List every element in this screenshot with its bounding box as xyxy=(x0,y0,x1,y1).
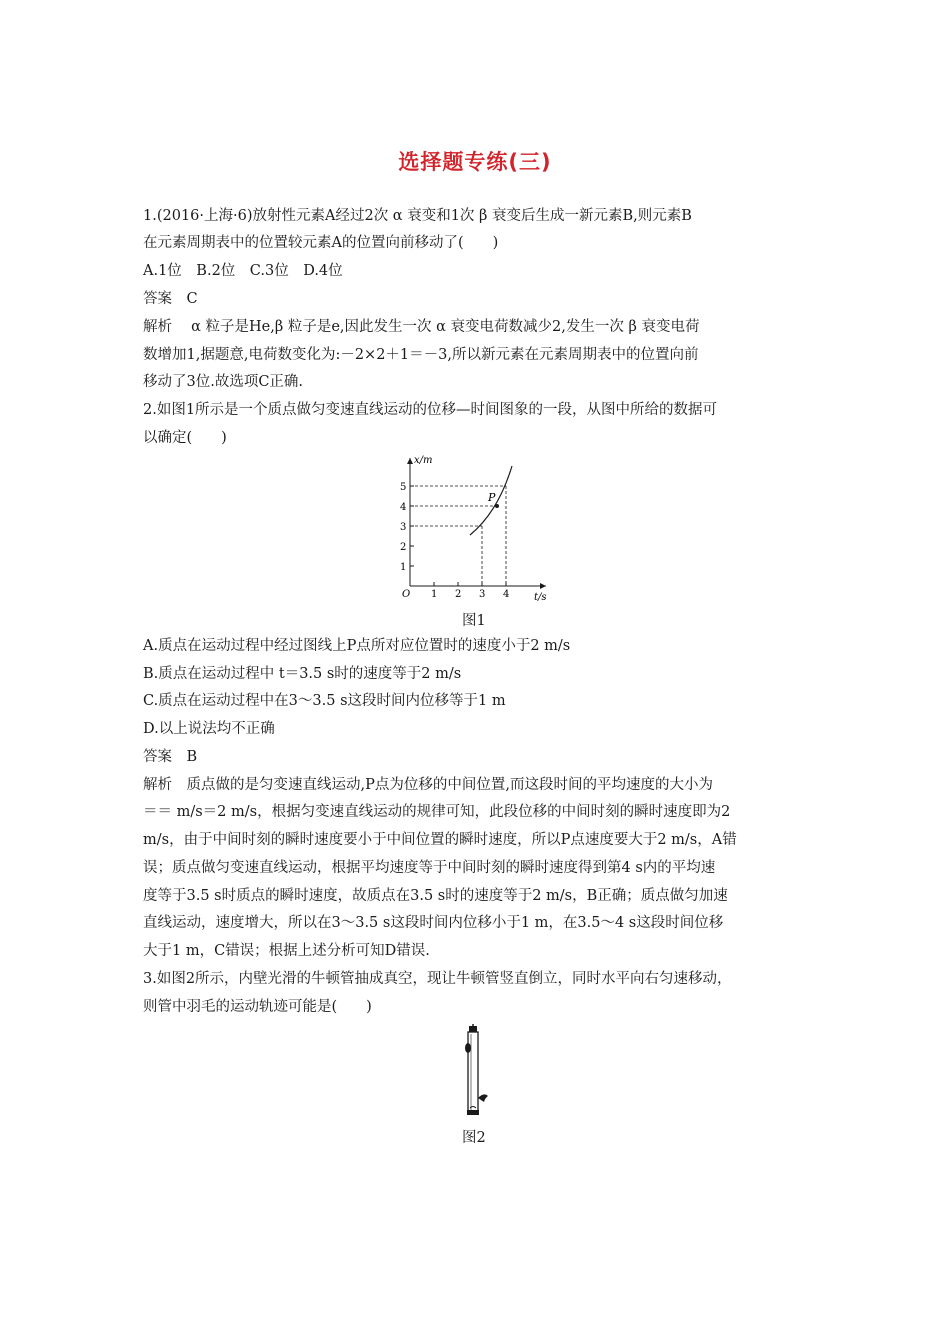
figure-2-newton-tube xyxy=(456,1024,496,1120)
q1-stem-line2: 在元素周期表中的位置较元素A的位置向前移动了( ) xyxy=(143,235,499,251)
q1-answer: 答案 C xyxy=(143,291,198,307)
y-tick-4: 4 xyxy=(400,502,407,513)
x-tick-3: 3 xyxy=(479,589,486,600)
point-p-dot xyxy=(495,504,499,508)
q2-analysis-line5: 度等于3.5 s时质点的瞬时速度，故质点在3.5 s时的速度等于2 m/s，B正确；质点做匀加速 xyxy=(143,888,728,904)
q2-option-c: C.质点在运动过程中在3～3.5 s这段时间内位移等于1 m xyxy=(143,693,506,709)
q1-analysis-line2: 数增加1,据题意,电荷数变化为:－2×2＋1＝－3,所以新元素在元素周期表中的位置向前 xyxy=(143,347,699,363)
feather-shape xyxy=(478,1094,488,1102)
x-tick-4: 4 xyxy=(503,589,510,600)
x-tick-1: 1 xyxy=(431,589,438,600)
q2-analysis-line3: m/s，由于中间时刻的瞬时速度要小于中间位置的瞬时速度，所以P点速度要大于2 m/s，A错 xyxy=(143,832,737,848)
y-tick-1: 1 xyxy=(400,562,407,573)
y-axis-label: x/m xyxy=(414,455,433,466)
y-tick-3: 3 xyxy=(400,522,407,533)
q2-analysis-line1: 解析 质点做的是匀变速直线运动,P点为位移的中间位置,而这段时间的平均速度的大小为 xyxy=(143,777,713,793)
q2-analysis-line4: 误；质点做匀变速直线运动，根据平均速度等于中间时刻的瞬时速度得到第4 s内的平均速 xyxy=(143,860,716,876)
y-tick-2: 2 xyxy=(400,542,407,553)
q2-analysis-line2: ＝＝ m/s＝2 m/s，根据匀变速直线运动的规律可知，此段位移的中间时刻的瞬时速度即为2 xyxy=(143,804,731,820)
q2-answer: 答案 B xyxy=(143,749,198,765)
tube-bottom-cap xyxy=(467,1110,479,1115)
figure-2-caption: 图2 xyxy=(462,1130,486,1146)
point-p-label: P xyxy=(488,491,496,504)
figure-1-xt-graph xyxy=(386,452,558,604)
figure-1-caption: 图1 xyxy=(462,613,486,629)
q1-analysis-line3: 移动了3位.故选项C正确. xyxy=(143,374,304,390)
q2-analysis-line6: 直线运动，速度增大，所以在3～3.5 s这段时间内位移小于1 m，在3.5～4 s这段时间位移 xyxy=(143,915,724,931)
q2-option-a: A.质点在运动过程中经过图线上P点所对应位置时的速度小于2 m/s xyxy=(143,638,571,654)
x-tick-2: 2 xyxy=(455,589,462,600)
origin-label: O xyxy=(402,589,411,600)
page-title: 选择题专练(三) xyxy=(398,150,552,174)
q2-option-d: D.以上说法均不正确 xyxy=(143,721,275,737)
q1-analysis-line1: 解析 α 粒子是He,β 粒子是e,因此发生一次 α 衰变电荷数减少2,发生一次 β 衰变电荷 xyxy=(143,319,700,335)
q3-stem-line1: 3.如图2所示，内壁光滑的牛顿管抽成真空，现让牛顿管竖直倒立，同时水平向右匀速移动， xyxy=(143,971,732,987)
y-tick-5: 5 xyxy=(400,482,407,493)
x-axis-label: t/s xyxy=(534,592,547,603)
q2-analysis-line7: 大于1 m，C错误；根据上述分析可知D错误. xyxy=(143,943,430,959)
q2-stem-line2: 以确定( ) xyxy=(143,430,227,446)
q2-option-b: B.质点在运动过程中 t＝3.5 s时的速度等于2 m/s xyxy=(143,666,462,682)
q1-stem-line1: 1.(2016·上海·6)放射性元素A经过2次 α 衰变和1次 β 衰变后生成一新元素B,则元素B xyxy=(143,208,692,224)
coin-shape xyxy=(465,1043,471,1053)
q1-options: A.1位 B.2位 C.3位 D.4位 xyxy=(143,263,343,279)
q3-stem-line2: 则管中羽毛的运动轨迹可能是( ) xyxy=(143,999,372,1015)
q2-stem-line1: 2.如图1所示是一个质点做匀变速直线运动的位移—时间图象的一段，从图中所给的数据可 xyxy=(143,402,718,418)
